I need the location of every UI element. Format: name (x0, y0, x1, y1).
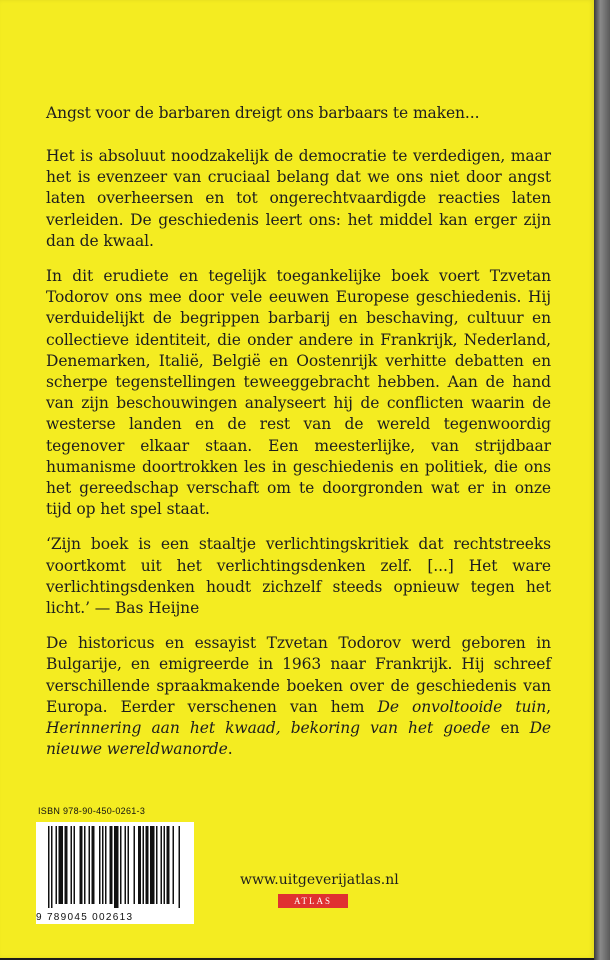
barcode-bar (102, 826, 104, 904)
barcode-bar (138, 826, 141, 904)
tagline: Angst voor de barbaren dreigt ons barbaars te maken... (46, 104, 480, 122)
paragraph-intro: Het is absoluut noodzakelijk de democratie te verdedigen, maar het is evenzeer van cruciaal belang dat we ons niet door angst laten overheersen en tot ongerechtvaardigde reacties laten verleiden. De geschiedenis leert ons: het middel kan erger zijn dan de kwaal. (46, 147, 551, 250)
barcode-bar (99, 826, 101, 904)
barcode-bar (56, 826, 58, 904)
barcode-bars (42, 822, 190, 912)
barcode-bar (114, 826, 119, 908)
paragraph-quote: ‘Zijn boek is een staaltje verlichtingskritiek dat rechtstreeks voortkomt uit het verlichtingsdenken zelf. [...] Het ware verlichtingsdenken houdt zichzelf steeds opnieuw tegen het licht.’ — Bas Heijne (46, 535, 551, 618)
barcode-bar (125, 826, 127, 904)
barcode-bar (84, 826, 86, 904)
barcode-bar (105, 826, 107, 904)
barcode (36, 822, 194, 923)
isbn-label: ISBN 978-90-450-0261-3 (38, 806, 146, 816)
barcode-bar (120, 826, 122, 904)
bio-text: De historicus en essayist Tzvetan Todorov werd geboren in Bulgarije, en emigreerde in 1963 naar Frankrijk. Hij schreef verschillende spraakmakende boeken over de geschiedenis van Europa. Eerder verschenen van hem (46, 634, 551, 716)
barcode-bar (51, 826, 53, 908)
barcode-bar (150, 826, 155, 904)
barcode-bar (143, 826, 145, 904)
barcode-bar (89, 826, 91, 904)
separator-1: , (546, 697, 551, 716)
publisher-url: www.uitgeverijatlas.nl (240, 872, 399, 888)
barcode-bar (164, 826, 166, 904)
book-title-1: De onvoltooide tuin (377, 697, 547, 716)
barcode-bar (80, 826, 83, 904)
book-title-2: Herinnering aan het kwaad, bekoring van het goede (46, 719, 491, 738)
barcode-bar (173, 826, 175, 904)
book-page-edge (594, 0, 610, 960)
barcode-bar (161, 826, 163, 904)
blurb (46, 146, 551, 774)
barcode-bar (48, 826, 50, 908)
paragraph-author-bio (46, 633, 551, 760)
barcode-bar (128, 826, 130, 904)
publisher-logo: ATLAS (278, 894, 348, 908)
barcode-bar (179, 826, 181, 908)
barcode-bar (167, 826, 170, 904)
separator-2: en (490, 719, 530, 738)
barcode-bar (146, 826, 149, 904)
barcode-bar (92, 826, 95, 904)
barcode-bar (134, 826, 136, 904)
barcode-bar (156, 826, 158, 904)
barcode-bar (74, 826, 76, 904)
book-title-3: De nieuwe wereldwanorde (46, 719, 551, 759)
barcode-digits: 9 789045 002613 (36, 912, 194, 924)
barcode-bar (71, 826, 73, 904)
barcode-bar (110, 826, 113, 904)
barcode-bar (59, 826, 64, 904)
barcode-bar (65, 826, 68, 904)
bio-end: . (227, 740, 233, 759)
paragraph-description: In dit erudiete en tegelijk toegankelijke boek voert Tzvetan Todorov ons mee door vele eeuwen Europese geschiedenis. Hij verduidelijkt de begrippen barbarij en beschaving, cultuur en collectieve identiteit, die onder andere in Frankrijk, Nederland, Denemarken, Italië, België en Oostenrijk verhitte debatten en scherpe tegenstellingen teweeggebracht hebben. Aan de hand van zijn beschouwingen analyseert hij de conflicten waarin de westerse landen en de rest van de wereld tegenwoordig tegenover elkaar staan. Een meesterlijke, van strijdbaar humanisme doortrokken les in geschiedenis en politiek, die ons het gereedschap verschaft om te doorgronden wat er in onze tijd op het spel staat. (46, 267, 551, 519)
